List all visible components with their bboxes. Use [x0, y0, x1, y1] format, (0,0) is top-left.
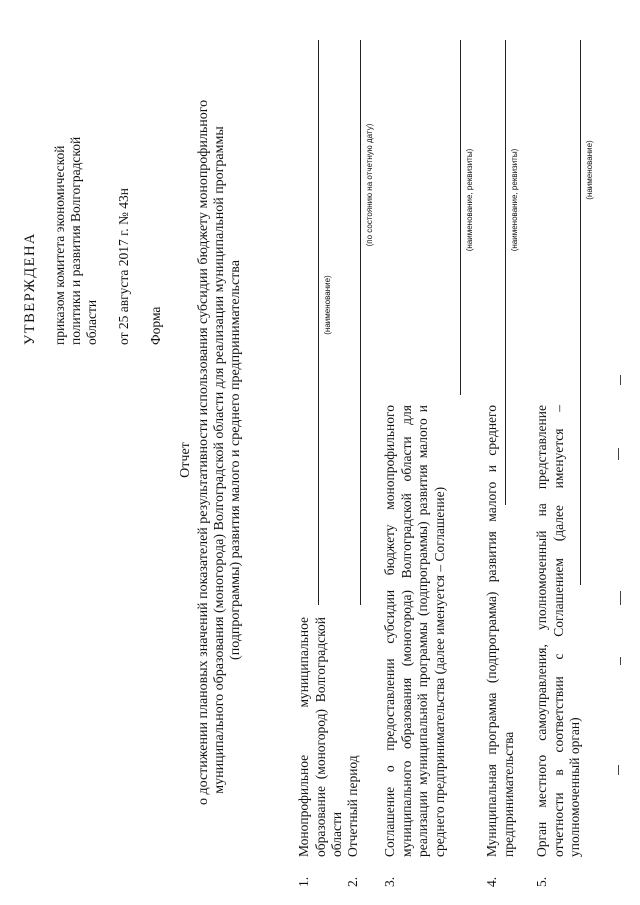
item-number: 3. — [382, 876, 397, 887]
form-label: Форма — [148, 306, 163, 345]
approval-date: от 25 августа 2017 г. № 43н — [116, 188, 131, 345]
item-hint: (наименование) — [323, 275, 332, 335]
scan-mark — [618, 448, 619, 460]
item-text: Орган местного самоуправления, уполномоченный на представление отчетности в соответствии с Соглашением (далее именуется – уполномоченный орган) — [534, 405, 582, 857]
report-title: Отчет — [178, 442, 193, 478]
fill-line — [318, 40, 319, 605]
item-text: Соглашение о предоставлении субсидии бюджету монопрофильного муниципального образования (моногорода) Волгоградской области для реализации муниципальной программы (подпрограммы) развития малого и среднего предпринимательства (далее именуется – Соглашение) — [382, 405, 447, 857]
item-number: 1. — [296, 876, 311, 887]
report-subtitle-3: (подпрограммы) развития малого и среднего предпринимательства — [228, 260, 243, 660]
item-number: 4. — [484, 876, 499, 887]
item-text: Отчетный период — [345, 755, 360, 857]
scan-mark — [618, 765, 619, 775]
item-number: 5. — [534, 876, 549, 887]
approval-block — [22, 15, 164, 345]
approval-line-1: приказом комитета экономической — [52, 145, 67, 345]
item-hint: (наименование, реквизиты) — [465, 148, 474, 252]
item-hint: (по состоянию на отчетную дату) — [365, 123, 374, 247]
item-hint: (наименование) — [585, 140, 594, 200]
item-text: Монопрофильное муниципальное образование (моногород) Волгоградской области — [296, 617, 344, 857]
item-number: 2. — [345, 876, 360, 887]
item-text: Муниципальная программа (подпрограмма) развития малого и среднего предпринимательства — [484, 405, 516, 857]
fill-line — [360, 40, 361, 605]
approval-line-3: области — [84, 299, 99, 345]
item-hint: (наименование, реквизиты) — [510, 148, 519, 252]
scan-mark — [620, 375, 621, 385]
approval-line-2: политики и развития Волгоградской — [68, 136, 83, 345]
report-subtitle-1: о достижении плановых значений показателей результативности использования субсидии бюджету монопрофильного — [196, 99, 211, 805]
scan-mark — [620, 591, 621, 605]
fill-line — [505, 40, 506, 505]
report-title-block — [178, 99, 244, 805]
fill-line — [580, 40, 581, 585]
scan-mark — [620, 657, 621, 665]
report-subtitle-2: муниципального образования (моногорода) Волгоградской области для реализации муниципальной программы — [212, 126, 227, 794]
approval-heading: УТВЕРЖДЕНА — [22, 232, 38, 345]
fill-line — [460, 40, 461, 395]
